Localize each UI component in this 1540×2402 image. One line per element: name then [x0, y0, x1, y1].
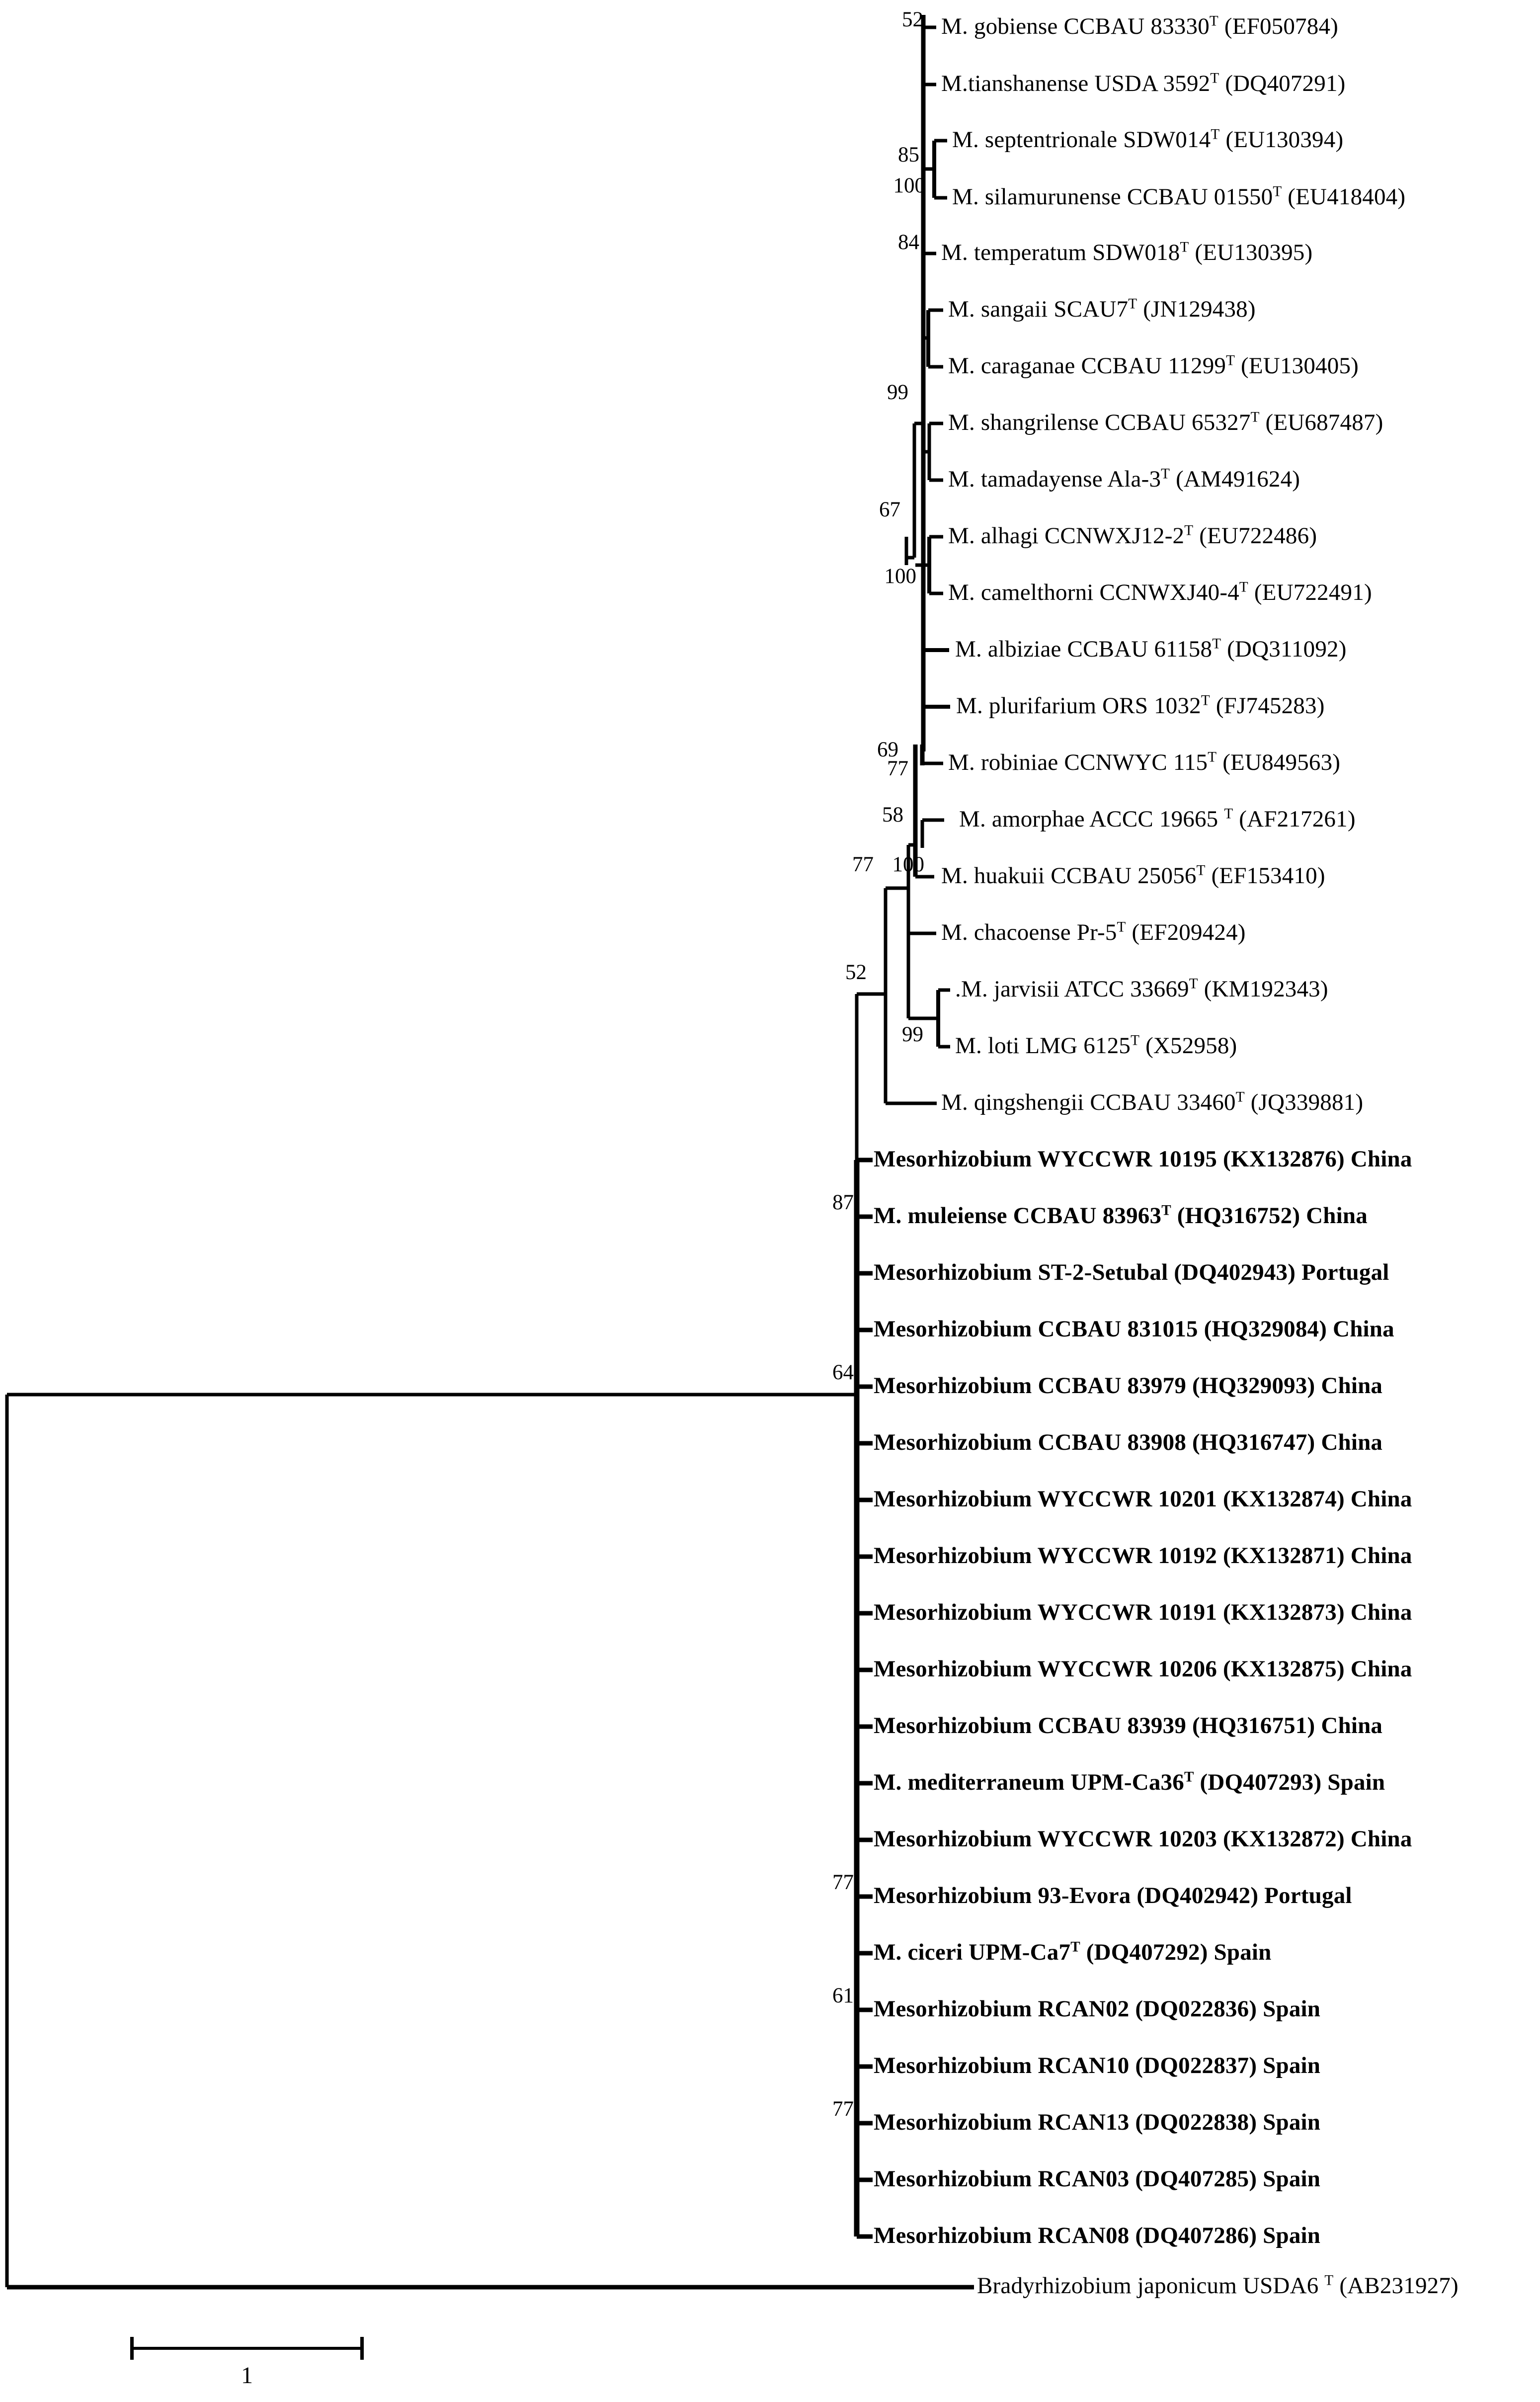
taxon-label: M. chacoense $Pr-5^T$ (EF209424) [941, 919, 1246, 945]
taxon-label-outgroup: Bradyrhizobium japonicum USDA6 $^T$ (AB231927) [977, 2272, 1459, 2299]
taxon-label: Mesorhizobium RCAN08 (DQ407286) Spain [874, 2223, 1321, 2248]
taxon-label: M. sangaii $SCAU7^T$ (JN129438) [948, 296, 1256, 322]
bootstrap-value: 77 [852, 853, 874, 876]
taxon-label: Mesorhizobium CCBAU 831015 (HQ329084) China [874, 1316, 1394, 1342]
scale-tick-left [130, 2337, 134, 2360]
taxon-label: M. qingshengii CCBAU $33460^T$ (JQ339881) [941, 1089, 1364, 1115]
bootstrap-value: 64 [832, 1361, 854, 1384]
taxon-label: .M. jarvisii ATCC $33669^T$ (KM192343) [955, 976, 1328, 1002]
taxon-label: M. loti LMG $6125^T$ (X52958) [955, 1032, 1237, 1059]
bootstrap-value: 99 [887, 381, 908, 404]
taxon-label: Mesorhizobium ST-2-Setubal (DQ402943) Portugal [874, 1259, 1389, 1285]
taxon-label: M. caraganae CCBAU $11299^T$ (EU130405) [948, 352, 1359, 379]
bootstrap-value: 58 [882, 803, 903, 827]
taxon-label: Mesorhizobium RCAN13 (DQ022838) Spain [874, 2109, 1321, 2135]
bootstrap-value: 52 [902, 8, 923, 31]
bootstrap-value: 67 [879, 498, 900, 521]
taxon-label: Mesorhizobium RCAN03 (DQ407285) Spain [874, 2166, 1321, 2192]
taxon-label: Mesorhizobium CCBAU 83939 (HQ316751) China [874, 1713, 1383, 1739]
taxon-label: M. amorphae ACCC 19665 $^T$ (AF217261) [959, 806, 1356, 832]
taxon-label: Mesorhizobium 93-Evora (DQ402942) Portugal [874, 1883, 1352, 1908]
bootstrap-value: 69 [877, 738, 898, 761]
taxon-label: M. mediterraneum UPM-$Ca36^T$ (DQ407293) Spain [874, 1769, 1385, 1795]
taxon-label: Mesorhizobium WYCCWR 10192 (KX132871) China [874, 1543, 1412, 1569]
bootstrap-value: 99 [902, 1023, 923, 1046]
bootstrap-value: 84 [898, 231, 919, 254]
taxon-label: Mesorhizobium RCAN02 (DQ022836) Spain [874, 1996, 1321, 2022]
taxon-label: M. huakuii CCBAU $25056^T$ (EF153410) [941, 862, 1325, 889]
taxon-label: Mesorhizobium CCBAU 83979 (HQ329093) China [874, 1373, 1383, 1399]
taxon-label: M. albiziae CCBAU $61158^T$ (DQ311092) [955, 636, 1347, 662]
taxon-label: M. muleiense CCBAU $83963^T$ (HQ316752) China [874, 1202, 1368, 1229]
bootstrap-value: 87 [832, 1191, 854, 1214]
taxon-label: M. tamadayense Ala-$3^T$ (AM491624) [948, 466, 1300, 492]
bootstrap-value: 52 [845, 961, 867, 984]
scale-bar [130, 2333, 364, 2393]
taxon-label: Mesorhizobium WYCCWR 10201 (KX132874) China [874, 1486, 1412, 1512]
bootstrap-value: 85 [898, 143, 919, 166]
taxon-label: Mesorhizobium WYCCWR 10203 (KX132872) China [874, 1826, 1412, 1852]
bootstrap-value: 61 [832, 1984, 854, 2007]
bootstrap-value: 77 [832, 2097, 854, 2121]
bootstrap-value: 100 [884, 565, 916, 588]
taxon-label: Mesorhizobium WYCCWR 10206 (KX132875) China [874, 1656, 1412, 1682]
taxon-label: M. plurifarium ORS $1032^T$ (FJ745283) [956, 692, 1325, 719]
taxon-label: M. gobiense CCBAU $83330^T$ (EF050784) [941, 13, 1338, 39]
taxon-label: M. temperatum $SDW018^T$ (EU130395) [941, 239, 1313, 265]
scale-bar-rule [130, 2347, 364, 2350]
taxon-label: M. shangrilense CCBAU $65327^T$ (EU687487) [948, 409, 1383, 435]
taxon-label: M. camelthorni $CCNWXJ40-4^T$ (EU722491) [948, 579, 1372, 605]
taxon-label: M. alhagi $CCNWXJ12-2^T$ (EU722486) [948, 522, 1317, 549]
taxon-label: Mesorhizobium CCBAU 83908 (HQ316747) China [874, 1429, 1383, 1455]
taxon-label: Mesorhizobium WYCCWR 10191 (KX132873) China [874, 1599, 1412, 1625]
taxon-label: M. robiniae CCNWYC $115^T$ (EU849563) [948, 749, 1341, 775]
taxon-label: Mesorhizobium WYCCWR 10195 (KX132876) China [874, 1146, 1412, 1172]
taxon-label: M. silamurunense CCBAU $01550^T$ (EU418404) [952, 183, 1406, 210]
bootstrap-value: 100 [892, 853, 924, 876]
scale-bar-label: 1 [241, 2362, 253, 2389]
scale-tick-right [360, 2337, 364, 2360]
bootstrap-value: 77 [887, 757, 908, 780]
bootstrap-value: 100 [893, 174, 925, 197]
taxon-label: M.tianshanense USDA $3592^T$ (DQ407291) [941, 70, 1346, 96]
taxon-label: M. septentrionale $SDW014^T$ (EU130394) [952, 126, 1344, 153]
bootstrap-value: 77 [832, 1871, 854, 1894]
taxon-label: M. ciceri UPM-$Ca7^T$ (DQ407292) Spain [874, 1939, 1272, 1965]
taxon-label: Mesorhizobium RCAN10 (DQ022837) Spain [874, 2053, 1321, 2078]
